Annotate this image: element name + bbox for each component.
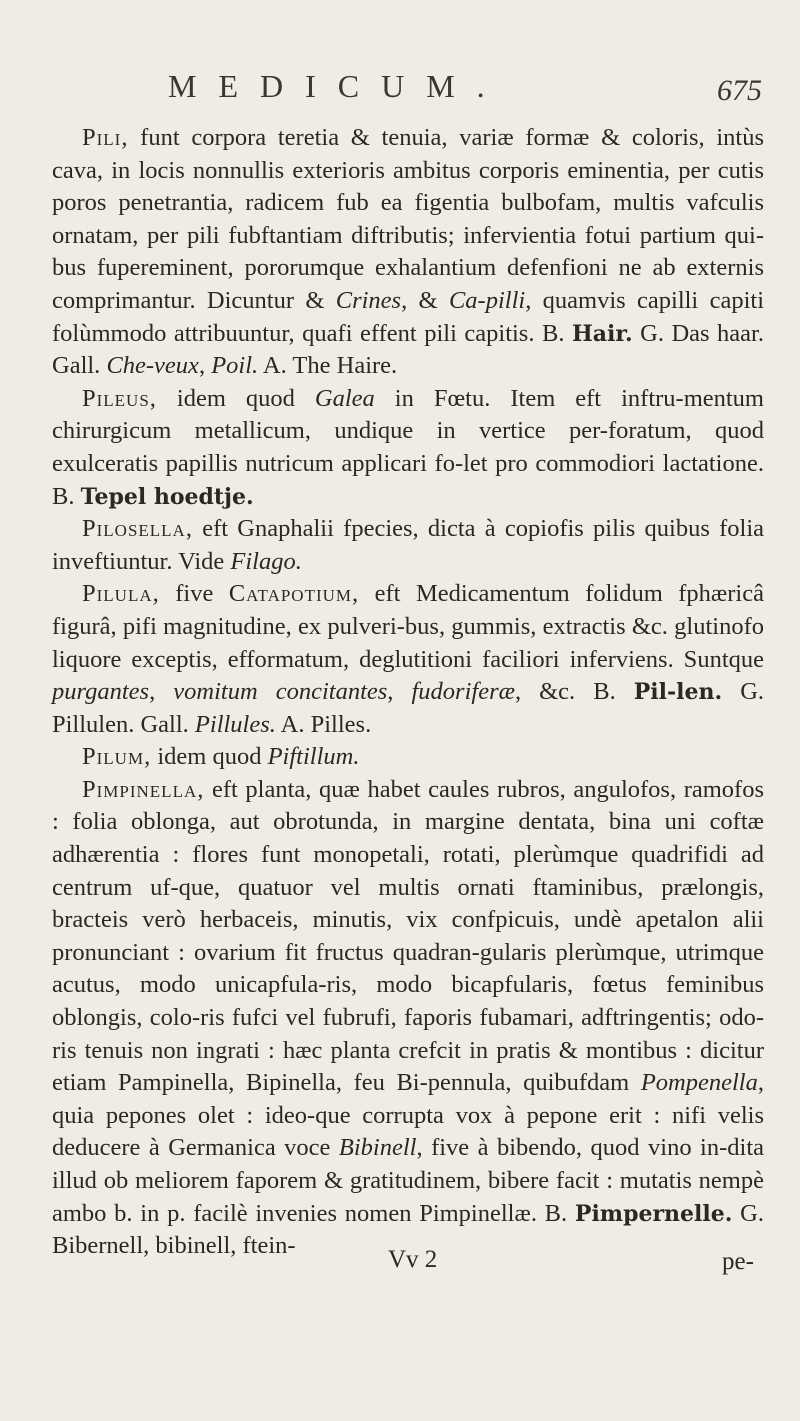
entry-text: eft Medicamentum folidum fphæricâ figurâ, pifi magnitudine, ex pulveri-bus, gummis, extractis &c. glutinofo liquore exceptis, efformatum, deglutitioni faciliori inferviens. Suntque: [52, 580, 764, 673]
italic-text: vomitum concitantes: [173, 678, 388, 706]
entry-headword: Pileus,: [82, 384, 157, 412]
entry-text: A. The Haire.: [258, 352, 398, 380]
blackletter-text: Tepel hoedtje.: [80, 483, 254, 510]
signature-mark: Vv 2: [388, 1246, 438, 1273]
blackletter-text: Pil-len.: [633, 679, 723, 706]
entry-text: idem quod: [156, 384, 315, 412]
entry-text: A. Pilles.: [275, 710, 372, 738]
page-number: 675: [717, 74, 762, 107]
dictionary-entry: [52, 774, 764, 1263]
italic-text: fudoriferæ: [411, 678, 515, 706]
italic-text: Filago.: [230, 547, 302, 575]
entry-text: G. Pillulen. Gall.: [52, 678, 765, 738]
entry-text: eft planta, quæ habet caules rubros, angulofos, ramofos : folia oblonga, aut obrotunda, in margine dentata, bina uni coftæ adhærentia : flores funt monopetali, rotati, plerùmque quadrifidi ad centrum uf-que, quatuor vel multis ornati ftaminibus, prælongis, bracteis verò herbaceis, minutis, vix confpicuis, undè apetalon alii pronunciant : ovarium fit fructus quadran-gularis plerùmque, utrimque acutus, modo unicapfula-ris, modo bicapfularis, fœtus feminibus oblongis, colo-ris fufci vel fubrufi, faporis fubamari, adftringentis; odo-ris tenuis non ingrati : hæc planta crefcit in pratis & montibus : dicitur etiam Pampinella, Bipinella, feu Bi-pennula, quibufdam: [52, 775, 764, 1097]
italic-text: purgantes: [52, 678, 150, 706]
entry-text: , &c. B.: [514, 678, 634, 706]
dictionary-entries: [52, 122, 764, 1263]
italic-text: Pompenella: [640, 1069, 758, 1097]
entry-headword: Pilula,: [82, 580, 160, 608]
blackletter-text: Hair.: [571, 320, 633, 347]
running-title: MEDICUM.: [168, 68, 507, 104]
italic-text: Bibinell: [338, 1134, 417, 1162]
entry-headword: Pilosella,: [82, 515, 193, 543]
blackletter-text: Pimpernelle.: [574, 1200, 733, 1227]
entry-text: , five à bibendo, quod vino in-dita illud ob meliorem faporem & gratitudinem, bibere facit : mutatis nempè ambo b. in p. facilè invenies nomen Pimpinellæ. B.: [52, 1134, 764, 1227]
italic-text: Che-veux: [106, 352, 199, 380]
italic-text: Pillules.: [194, 710, 276, 738]
entry-text: ,: [387, 678, 412, 706]
dictionary-entry: [52, 741, 764, 774]
dictionary-entry: [52, 578, 764, 741]
italic-text: Ca-pilli: [448, 286, 526, 314]
entry-headword: Pimpinella,: [82, 775, 205, 803]
italic-text: Poil.: [211, 352, 259, 380]
entry-headword: Pili,: [82, 124, 129, 151]
dictionary-entry: [52, 513, 764, 578]
catchword: pe-: [722, 1248, 754, 1275]
page-footer: [0, 1246, 800, 1286]
page-header: [0, 68, 800, 112]
entry-text: G. Das haar. Gall.: [52, 319, 764, 380]
dictionary-entry: [52, 122, 764, 383]
entry-text: ,: [198, 352, 212, 380]
entry-text: , &: [401, 286, 449, 314]
entry-headword: Pilum,: [82, 743, 152, 771]
entry-text: in Fœtu. Item eft inftru-mentum chirurgicum metallicum, undique in vertice per-foratum, quod exulceratis papillis nutricum applicari fo-let pro commodiori lactatione. B.: [52, 384, 764, 510]
headword-variant: Catapotium,: [228, 580, 360, 608]
entry-text: funt corpora teretia & tenuia, variæ formæ & coloris, intùs cava, in locis nonnullis exterioris ambitus corporis eminentia, per cutis poros penetrantia, radicem fub ea figentia bulbofam, multis vafculis ornatam, per pili fubftantiam diftributis; infervientia fotui partium qui-bus fupereminent, pororumque exhalantium defenfioni ne ab externis comprimantur. Dicuntur &: [52, 124, 764, 314]
entry-text: eft Gnaphalii fpecies, dicta à copiofis pilis quibus folia inveftiuntur. Vide: [52, 515, 764, 575]
italic-text: Crines: [335, 286, 402, 314]
italic-text: Piftillum.: [267, 743, 360, 771]
entry-text: idem quod: [151, 743, 268, 771]
italic-text: Galea: [314, 384, 375, 412]
entry-text: ,: [149, 678, 174, 706]
entry-text: , quia pepones olet : ideo-que corrupta vox à pepone erit : nifi velis deducere à Germanica voce: [52, 1069, 764, 1162]
entry-text: five: [159, 580, 229, 608]
dictionary-entry: [52, 383, 764, 513]
entry-text: G. Bibernell, bibinell, ftein-: [52, 1199, 764, 1260]
entry-text: , quamvis capilli capiti folùmmodo attribuuntur, quafi effent pili capitis. B.: [52, 286, 764, 347]
